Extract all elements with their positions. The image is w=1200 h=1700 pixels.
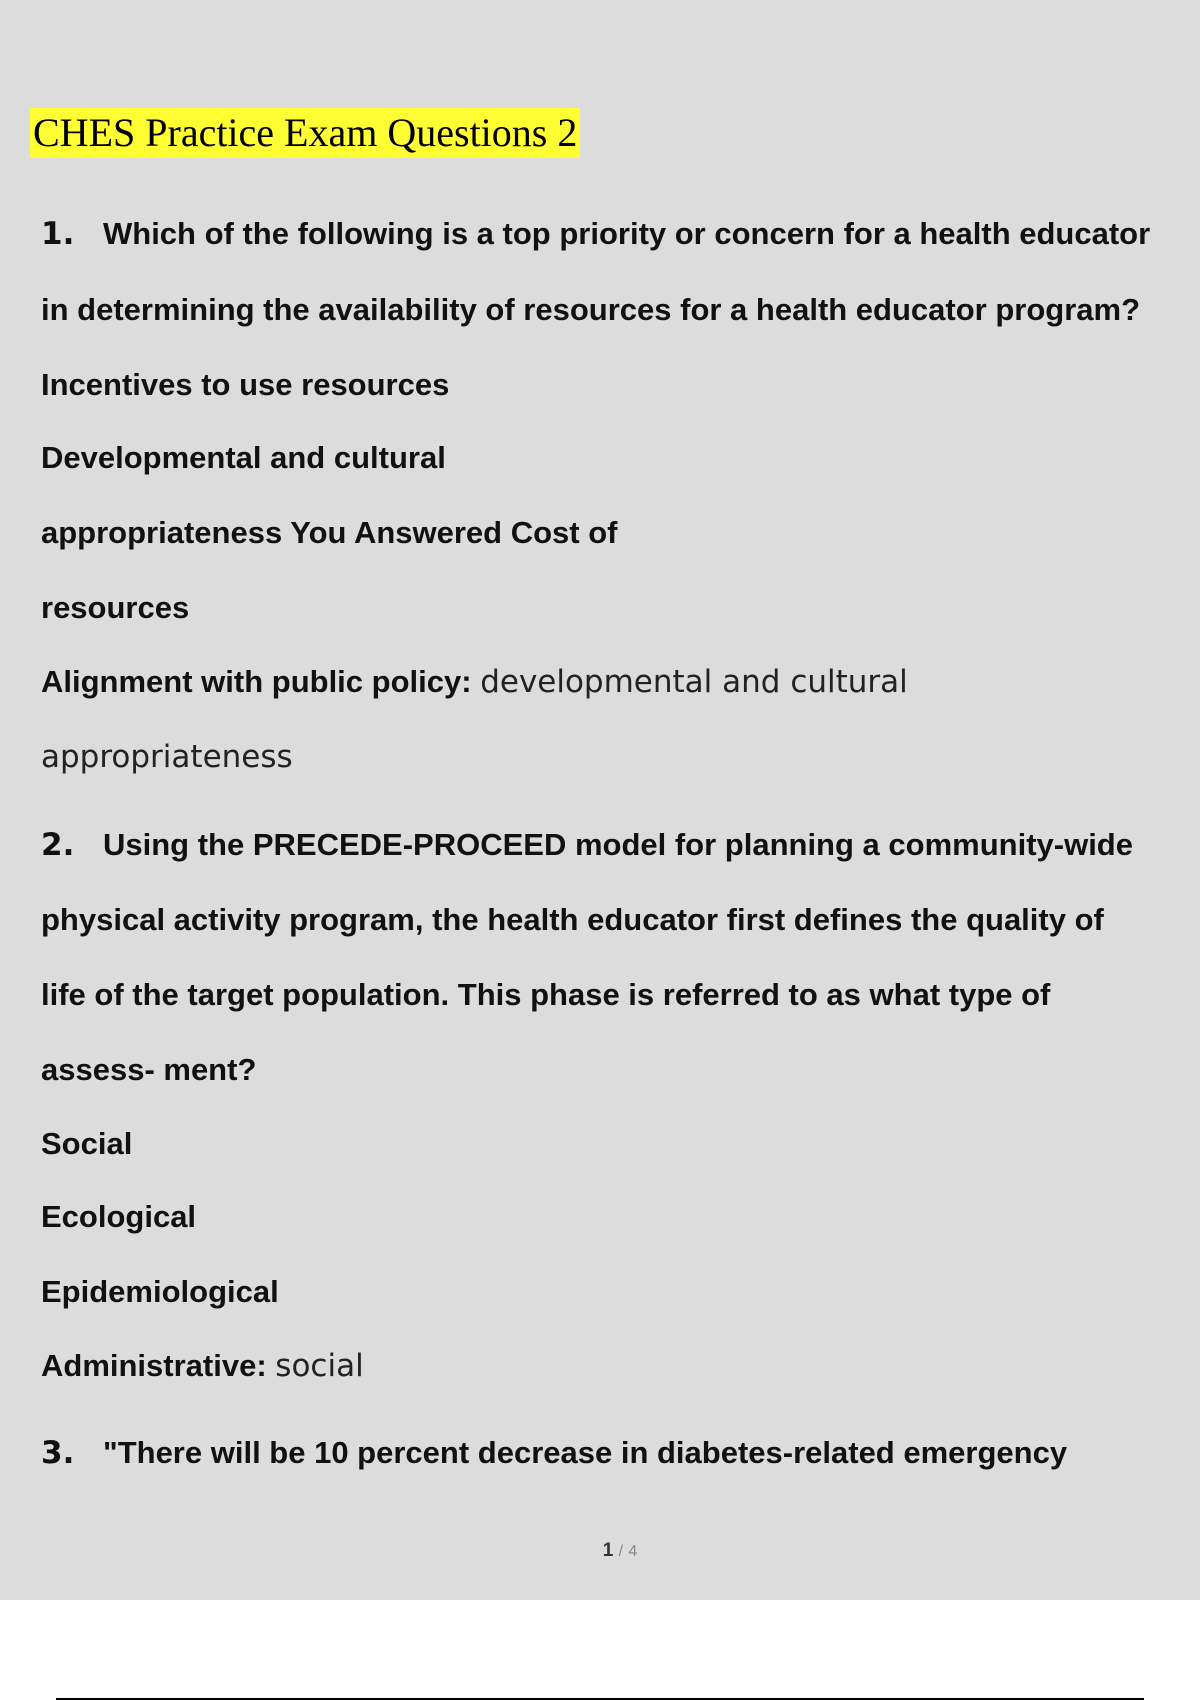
question-2-option: Epidemiological <box>41 1274 279 1309</box>
document-title: CHES Practice Exam Questions 2 <box>30 108 580 158</box>
question-1-answer: developmental and cultural <box>480 664 908 700</box>
question-number: 2. <box>41 827 75 863</box>
question-1-stem-line-1: 1. Which of the following is a top priority or concern for a health educator <box>41 216 1151 252</box>
question-1-stem-line-2: in determining the availability of resources for a health educator program? <box>41 292 1141 327</box>
question-2-stem-line-4: assess- ment? <box>41 1052 257 1087</box>
question-3-stem-line-1: 3. "There will be 10 percent decrease in diabetes-related emergency <box>41 1435 1068 1471</box>
question-number: 1. <box>41 216 75 252</box>
question-1-answer-continued: appropriateness <box>41 739 293 775</box>
question-2-option: Ecological <box>41 1199 197 1234</box>
page-separator: / <box>618 1543 624 1560</box>
question-1-option: appropriateness You Answered Cost of <box>41 515 618 550</box>
question-2-last-option: Administrative: social <box>41 1348 364 1384</box>
question-2-answer: social <box>275 1348 364 1384</box>
question-2-stem-line-3: life of the target population. This phase is referred to as what type of <box>41 977 1051 1012</box>
question-1-last-option: Alignment with public policy: developmental and cultural <box>41 664 908 700</box>
total-pages: 4 <box>628 1543 638 1560</box>
question-1-option: resources <box>41 590 190 625</box>
question-2-stem-line-2: physical activity program, the health educator first defines the quality of <box>41 902 1104 937</box>
question-2-option: Social <box>41 1126 133 1161</box>
page-indicator <box>0 1540 1200 1562</box>
question-1-option: Developmental and cultural <box>41 440 446 475</box>
current-page: 1 <box>602 1540 614 1561</box>
question-number: 3. <box>41 1435 75 1471</box>
question-1-option: Incentives to use resources <box>41 367 450 402</box>
question-2-stem-line-1: 2. Using the PRECEDE-PROCEED model for planning a community-wide <box>41 827 1133 863</box>
